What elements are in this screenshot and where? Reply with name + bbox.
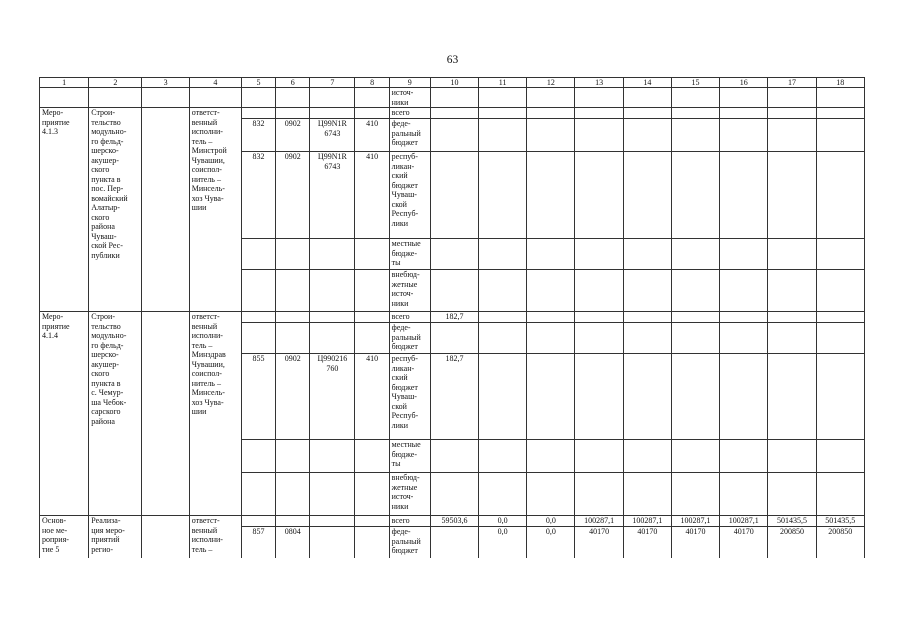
col-number: 13 <box>575 78 623 88</box>
table-row <box>40 108 865 119</box>
funding-source: местные бюдже- ты <box>391 440 421 468</box>
event-id: Меро- приятие 4.1.4 <box>42 312 70 340</box>
col-number: 5 <box>241 78 275 88</box>
amount-cell: 0,0 <box>527 527 575 558</box>
funding-source: всего <box>391 516 410 525</box>
amount-cell: 59503,6 <box>430 516 478 527</box>
amount-cell: 200850 <box>816 527 864 558</box>
amount-cell: 100287,1 <box>720 516 768 527</box>
amount-cell: 0,0 <box>479 527 527 558</box>
event-description: Реализа- ция меро- приятий регио- <box>91 516 125 554</box>
funding-source: всего <box>391 108 410 117</box>
amount-cell: 0,0 <box>527 516 575 527</box>
col-number: 7 <box>310 78 355 88</box>
amount-cell: 182,7 <box>430 312 478 323</box>
col-number: 17 <box>768 78 816 88</box>
amount-cell <box>430 527 478 558</box>
amount-cell: 501435,5 <box>768 516 816 527</box>
col-number: 16 <box>720 78 768 88</box>
col-number: 18 <box>816 78 864 88</box>
page-number: 63 <box>446 54 459 66</box>
col-number: 4 <box>189 78 241 88</box>
funding-source: феде- ральный бюджет <box>391 527 421 555</box>
funding-source: всего <box>391 312 410 321</box>
col-number: 6 <box>276 78 310 88</box>
amount-cell: 40170 <box>623 527 671 558</box>
col-number: 14 <box>623 78 671 88</box>
table-row: 832 0902 Ц99N1R 6743 410 феде- ральный бюджет <box>40 119 865 152</box>
table-row: 832 0902 Ц99N1R 6743 410 респуб- ликан- ский бюджет Чуваш- ской Респуб- лики <box>40 152 865 239</box>
table-row: 857 0804 феде- ральный бюджет 0,0 0,0 40170 40170 40170 40170 200850 200850 <box>40 527 865 558</box>
funding-source: респуб- ликан- ский бюджет Чуваш- ской Респуб- лики <box>391 354 419 430</box>
col-number: 8 <box>355 78 389 88</box>
funding-source: респуб- ликан- ский бюджет Чуваш- ской Респуб- лики <box>391 152 419 228</box>
event-description: Строи- тельство модульно- го фельд- шерско- акушер- ского пункта в пос. Пер- вомайский Алатыр- ского района Чуваш- ской Рес- публики <box>91 108 128 260</box>
table-row <box>40 312 865 323</box>
table-row <box>40 516 865 527</box>
amount-cell: 100287,1 <box>623 516 671 527</box>
column-number-row <box>40 78 865 88</box>
amount-cell: 501435,5 <box>816 516 864 527</box>
event-description: Строи- тельство модульно- го фельд- шерско- акушер- ского пункта в с. Чемур- ша Чебок- сарского района <box>91 312 127 426</box>
funding-source: феде- ральный бюджет <box>391 323 421 351</box>
table-row <box>40 88 865 108</box>
col-number: 3 <box>142 78 189 88</box>
col-number: 15 <box>671 78 719 88</box>
event-id: Основ- ное ме- роприя- тие 5 <box>42 516 69 554</box>
col-number: 12 <box>527 78 575 88</box>
responsible-party: ответст- венный исполни- тель – Минстрой Чувашии, соиспол- нитель – Минсель- хоз Чува- шии <box>191 108 227 212</box>
amount-cell: 40170 <box>720 527 768 558</box>
amount-cell: 100287,1 <box>575 516 623 527</box>
responsible-party: ответст- венный исполни- тель – <box>191 516 223 554</box>
funding-source: феде- ральный бюджет <box>391 119 421 147</box>
budget-table <box>39 77 865 558</box>
col-number: 2 <box>89 78 142 88</box>
funding-source: местные бюдже- ты <box>391 239 421 267</box>
amount-cell: 200850 <box>768 527 816 558</box>
col-number: 9 <box>389 78 430 88</box>
funding-source: внебюд- жетные источ- ники <box>391 473 420 511</box>
col-number: 1 <box>40 78 89 88</box>
event-id: Меро- приятие 4.1.3 <box>42 108 70 136</box>
amount-cell: 182,7 <box>430 354 478 440</box>
responsible-party: ответст- венный исполни- тель – Минздрав Чувашии, соиспол- нитель – Минсель- хоз Чува- шии <box>191 312 226 416</box>
amount-cell: 40170 <box>575 527 623 558</box>
amount-cell: 40170 <box>671 527 719 558</box>
amount-cell: 0,0 <box>479 516 527 527</box>
funding-source: внебюд- жетные источ- ники <box>391 270 420 308</box>
col-number: 11 <box>479 78 527 88</box>
col-number: 10 <box>430 78 478 88</box>
funding-source: источ- ники <box>391 88 414 107</box>
table-row: 855 0902 Ц990216 760 410 респуб- ликан- ский бюджет Чуваш- ской Респуб- лики 182,7 <box>40 354 865 440</box>
amount-cell: 100287,1 <box>671 516 719 527</box>
